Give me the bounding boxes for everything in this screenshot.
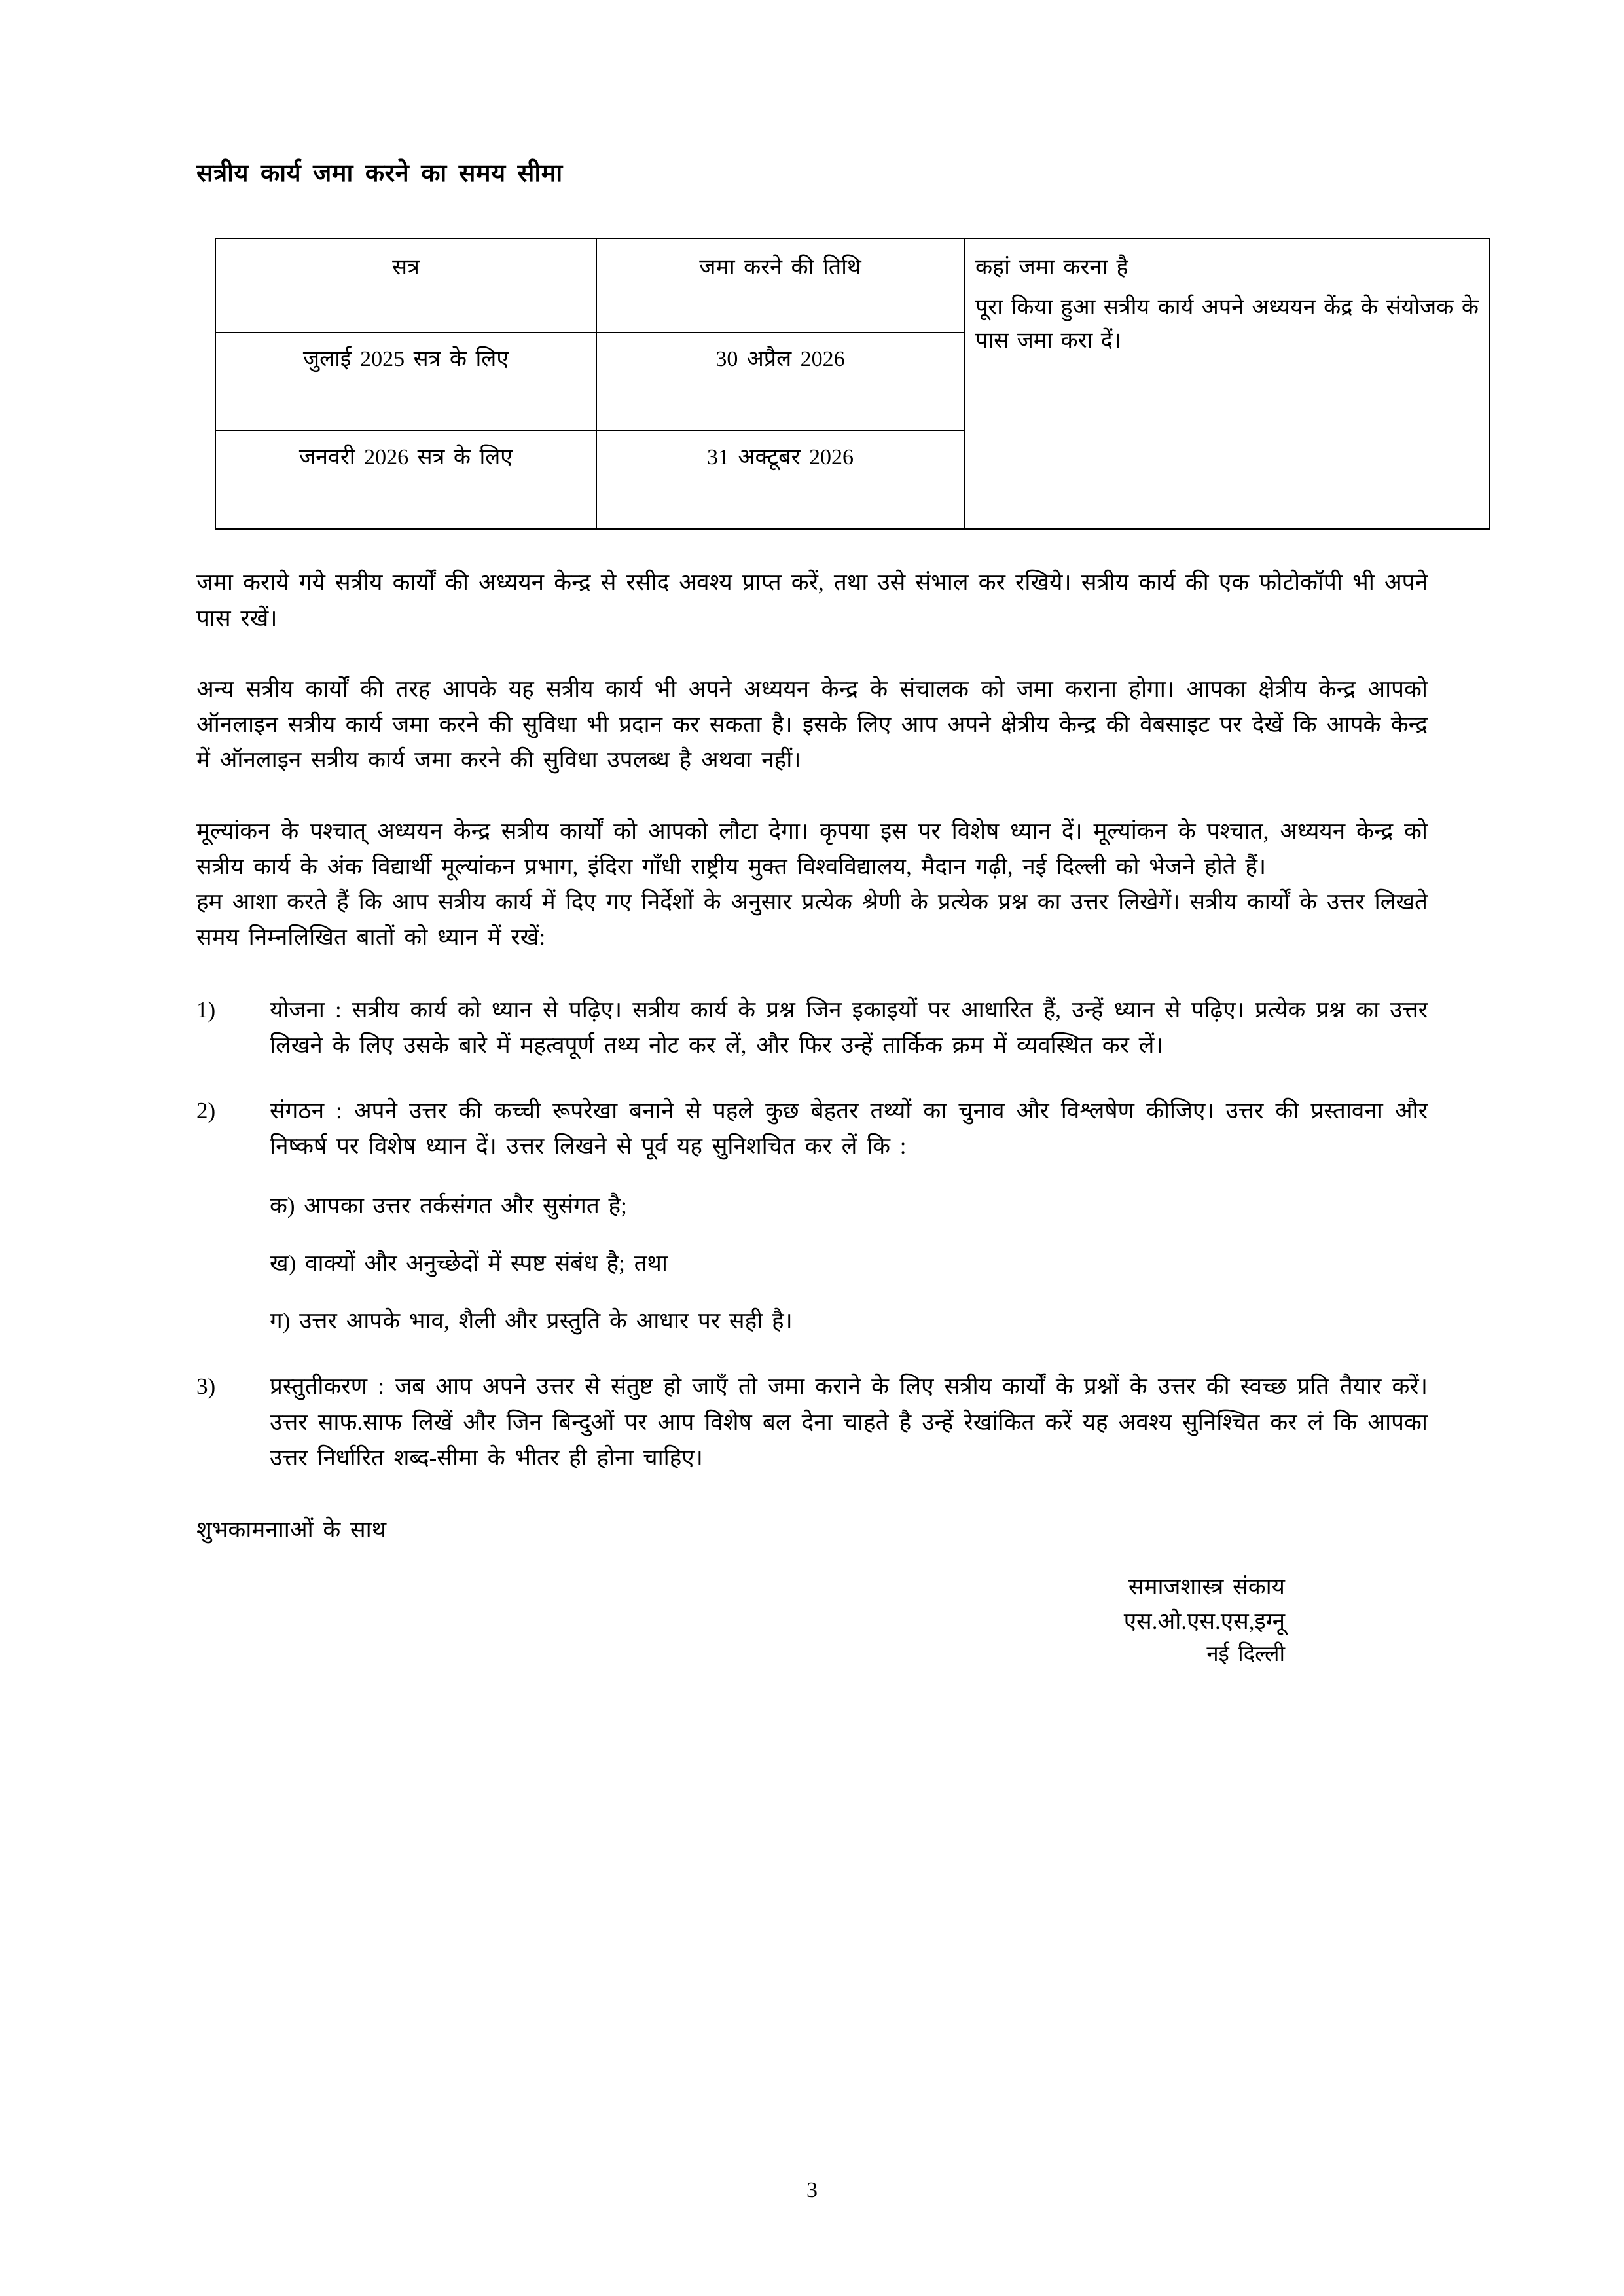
header-label-where: कहां जमा करना है [975, 255, 1128, 280]
sub-item-ka: क) आपका उत्तर तर्कसंगत और सुसंगत है; [270, 1192, 627, 1218]
assignment-schedule-table [215, 238, 1490, 530]
sub-item-ga: ग) उत्तर आपके भाव, शैली और प्रस्तुति के आधार पर सही है। [270, 1308, 793, 1334]
paragraph-submission: अन्य सत्रीय कार्यों की तरह आपके यह सत्रीय कार्य भी अपने अध्ययन केन्द्र के संचालक को जमा कराना होगा। आपका क्षेत्रीय केन्द्र आपको ऑनलाइन सत्रीय कार्य जमा करने की सुविधा भी प्रदान कर सकता है। इसके लिए आप अपने क्षेत्रीय केन्द्र की वेबसाइट पर देखें कि आपके केन्द्र में ऑनलाइन सत्रीय कार्य जमा करने की सुविधा उपलब्ध है अथवा नहीं। [196, 676, 1428, 773]
cell-session-1: जनवरी 2026 सत्र के लिए [215, 431, 596, 529]
paragraph-receipt: जमा कराये गये सत्रीय कार्यों की अध्ययन केन्द्र से रसीद अवश्य प्राप्त करें, तथा उसे संभाल कर रखिये। सत्रीय कार्य की एक फोटोकॉपी भी अपने पास रखें। [196, 570, 1428, 631]
header-cell-due-date: जमा करने की तिथि [596, 238, 964, 333]
list-item [196, 1369, 1428, 1476]
merged-cell-where [964, 238, 1490, 529]
cell-due-date-1: 31 अक्टूबर 2026 [596, 431, 964, 529]
list-item [196, 993, 1428, 1064]
signature-school: एस.ओ.एस.एस,इग्नू [1123, 1608, 1285, 1634]
page-title: सत्रीय कार्य जमा करने का समय सीमा [196, 160, 563, 187]
where-instruction-text: पूरा किया हुआ सत्रीय कार्य अपने अध्ययन केंद्र के संयोजक के पास जमा करा दें। [975, 295, 1479, 354]
instructions-list [196, 993, 1428, 1476]
cell-session-0: जुलाई 2025 सत्र के लिए [215, 333, 596, 431]
list-marker-3: 3) [196, 1374, 216, 1400]
table-header-row [215, 238, 1490, 333]
list-marker-1: 1) [196, 996, 216, 1023]
list-marker-2: 2) [196, 1098, 216, 1124]
cell-due-date-0: 30 अप्रैल 2026 [596, 333, 964, 431]
signature-block [196, 1570, 1428, 1671]
list-text-3: प्रस्तुतीकरण : जब आप अपने उत्तर से संतुष्ट हो जाएँ तो जमा कराने के लिए सत्रीय कार्यों के प्रश्नों के उत्तर की स्वच्छ प्रति तैयार करें। उत्तर साफ.साफ लिखें और जिन बिन्दुओं पर आप विशेष बल देना चाहते है उन्हें रेखांकित करें यह अवश्य सुनिश्चित कर लं कि आपका उत्तर निर्धारित शब्द-सीमा के भीतर ही होना चाहिए। [270, 1374, 1428, 1470]
page-number: 3 [806, 2178, 818, 2202]
sub-item-kha: ख) वाक्यों और अनुच्छेदों में स्पष्ट संबंध है; तथा [270, 1250, 668, 1276]
signature-faculty: समाजशास्त्र संकाय [1128, 1574, 1285, 1600]
list-text-1: योजना : सत्रीय कार्य को ध्यान से पढ़िए। सत्रीय कार्य के प्रश्न जिन इकाइयों पर आधारित हैं, उन्हें ध्यान से पढ़िए। प्रत्येक प्रश्न का उत्तर लिखने के लिए उसके बारे में महत्वपूर्ण तथ्य नोट कर लें, और फिर उन्हें तार्किक क्रम में व्यवस्थित कर लें। [270, 996, 1428, 1058]
signature-city: नई दिल्ली [1206, 1643, 1285, 1667]
paragraph-evaluation: मूल्यांकन के पश्चात् अध्ययन केन्द्र सत्रीय कार्यों को आपको लौटा देगा। कृपया इस पर विशेष ध्यान दें। मूल्यांकन के पश्चात, अध्ययन केन्द्र को सत्रीय कार्य के अंक विद्यार्थी मूल्यांकन प्रभाग, इंदिरा गाँधी राष्ट्रीय मुक्त विश्वविद्यालय, मैदान गढ़ी, नई दिल्ली को भेजने होते हैं। [196, 818, 1428, 879]
list-item [196, 1093, 1428, 1339]
header-cell-session: सत्र [215, 238, 596, 333]
paragraph-expectation: हम आशा करते हैं कि आप सत्रीय कार्य में दिए गए निर्देशों के अनुसार प्रत्येक श्रेणी के प्रत्येक प्रश्न का उत्तर लिखेगें। सत्रीय कार्यों के उत्तर लिखते समय निम्नलिखित बातों को ध्यान में रखें: [196, 889, 1428, 951]
list-text-2: संगठन : अपने उत्तर की कच्ची रूपरेखा बनाने से पहले कुछ बेहतर तथ्यों का चुनाव और विश्लषेण कीजिए। उत्तर की प्रस्तावना और निष्कर्ष पर विशेष ध्यान दें। उत्तर लिखने से पूर्व यह सुनिशचित कर लें कि : [270, 1098, 1428, 1159]
closing-salutation: शुभकामनााओं के साथ [196, 1517, 387, 1543]
